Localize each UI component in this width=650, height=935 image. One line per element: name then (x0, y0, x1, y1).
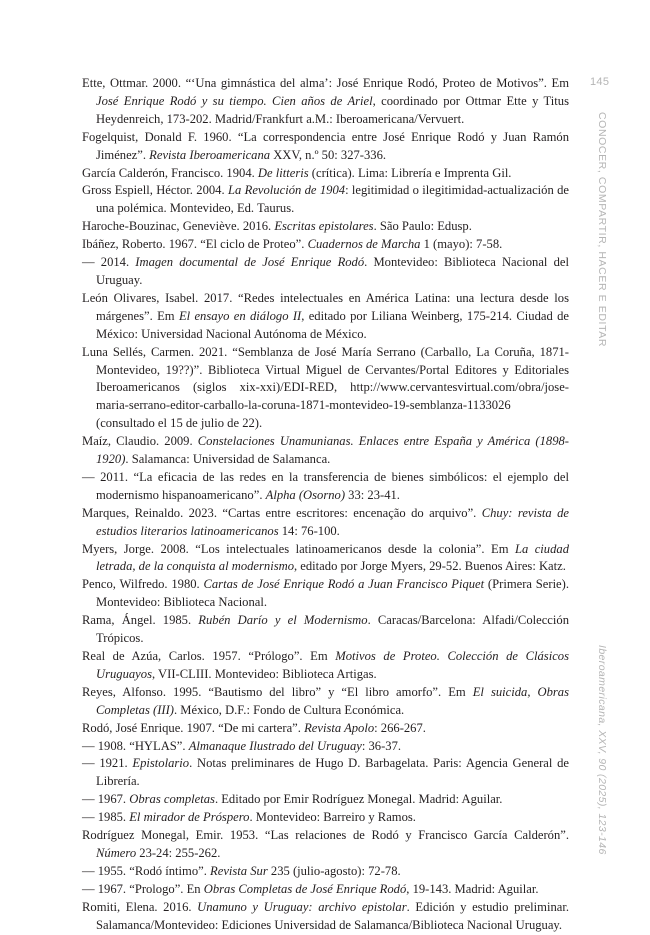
reference-entry (82, 505, 569, 541)
reference-title-italic: Revista Sur (210, 863, 268, 878)
reference-title-italic: El suicida, Obras Completas (III) (96, 684, 569, 717)
reference-text: — 1967. “Prologo”. En (82, 881, 204, 896)
reference-text: León Olivares, Isabel. 2017. “Redes intelectuales en América Latina: una lectura desde los márgenes”. Em (82, 290, 569, 323)
reference-text: . São Paulo: Edusp. (373, 219, 472, 234)
reference-title-italic: Cartas de José Enrique Rodó a Juan Francisco Piquet (203, 577, 485, 592)
reference-text: Romiti, Elena. 2016. (82, 899, 198, 914)
reference-entry (82, 809, 569, 827)
reference-title-italic: La Revolución de 1904 (227, 183, 346, 198)
reference-entry (82, 165, 569, 183)
reference-text: . Montevideo: Biblioteca Nacional del Uruguay. (96, 255, 569, 287)
reference-entry (82, 541, 569, 577)
reference-title-italic: El ensayo en diálogo II (178, 308, 302, 323)
reference-text: Real de Azúa, Carlos. 1957. “Prólogo”. Em (82, 649, 336, 663)
reference-text: — 1967. (82, 792, 130, 807)
reference-title-italic: La ciudad letrada, de la conquista al modernismo (96, 541, 569, 574)
reference-text: — 2014. (82, 255, 136, 270)
reference-entry (82, 863, 569, 881)
reference-title-italic: Alpha (Osorno) (265, 487, 346, 502)
reference-entry (82, 75, 569, 129)
reference-text: . Salamanca: Universidad de Salamanca. (125, 452, 331, 467)
reference-title-italic: Obras Completas de José Enrique Rodó (203, 881, 407, 896)
reference-text: (crítica). Lima: Librería e Imprenta Gil. (308, 165, 512, 180)
reference-title-italic: José Enrique Rodó y su tiempo. Cien años de Ariel (96, 93, 373, 108)
reference-text: . Caracas/Barcelona: Alfadi/Colección Trópicos. (96, 613, 569, 646)
reference-title-italic: Epistolario (132, 756, 190, 771)
reference-entry (82, 290, 569, 344)
reference-text: 14: 76-100. (278, 523, 340, 538)
reference-text: Ette, Ottmar. 2000. “‘Una gimnástica del alma’: José Enrique Rodó, Proteo de Motivos”. Em (82, 76, 569, 90)
reference-text: Penco, Wilfredo. 1980. (82, 577, 204, 592)
reference-text: Rama, Ángel. 1985. (82, 613, 199, 628)
reference-entry (82, 738, 569, 756)
reference-text: Maíz, Claudio. 2009. (82, 434, 198, 449)
reference-entry (82, 182, 569, 218)
reference-text: , editado por Jorge Myers, 29-52. Buenos Aires: Katz. (294, 559, 566, 574)
reference-text: Ibáñez, Roberto. 1967. “El ciclo de Proteo”. (82, 237, 308, 252)
reference-text: Luna Sellés, Carmen. 2021. “Semblanza de José María Serrano (Carballo, La Coruña, 1871-Montevideo, 19??)”. Biblioteca Virtual Miguel de Cervantes/Portal Editores y Editoriales Iberoamericanos (siglos xix-xxi)/EDI-RED, http://www.cervantesvirtual.com/obra/jose-maria-serrano-editor-carballo-la-coruna-1871-montevideo-19-semblanza-1133026 (consultado el 15 de julio de 22). (82, 344, 569, 431)
reference-entry (82, 881, 569, 899)
reference-text: Gross Espiell, Héctor. 2004. (82, 183, 228, 198)
reference-text: Reyes, Alfonso. 1995. “Bautismo del libro” y “El libro amorfo”. Em (82, 684, 473, 699)
reference-text: — 1985. (82, 810, 130, 825)
reference-text: (Primera Serie). Montevideo: Biblioteca Nacional. (96, 577, 569, 610)
reference-title-italic: Revista Iberoamericana (149, 147, 271, 162)
reference-text: 1 (mayo): 7-58. (420, 237, 503, 252)
reference-text: Myers, Jorge. 2008. “Los intelectuales latinoamericanos desde la colonia”. Em (82, 541, 515, 556)
reference-text: . México, D.F.: Fondo de Cultura Económica. (174, 702, 405, 717)
reference-title-italic: Cuadernos de Marcha (307, 237, 421, 252)
reference-title-italic: Chuy: revista de estudios literarios latinoamericanos (96, 505, 569, 538)
reference-entry (82, 576, 569, 612)
reference-text: — 1908. “HYLAS”. (82, 738, 189, 753)
reference-text: Fogelquist, Donald F. 1960. “La correspondencia entre José Enrique Rodó y Juan Ramón Jiménez”. (82, 129, 569, 162)
reference-title-italic: De litteris (257, 165, 309, 180)
reference-title-italic: Número (96, 845, 137, 860)
reference-entry (82, 791, 569, 809)
reference-text: XXV, n.º 50: 327-336. (270, 147, 387, 162)
reference-entry (82, 469, 569, 505)
reference-entry (82, 218, 569, 236)
reference-text: , editado por Liliana Weinberg, 175-214. Ciudad de México: Universidad Nacional Autónoma de México. (96, 308, 569, 341)
reference-entry (82, 129, 569, 165)
reference-title-italic: Escritas epistolares (274, 219, 374, 234)
reference-title-italic: Rubén Darío y el Modernismo (198, 613, 368, 628)
reference-text: 23-24: 255-262. (136, 845, 221, 860)
reference-text: , VII-CLIII. Montevideo: Biblioteca Artigas. (151, 666, 377, 681)
reference-text: : legitimidad o ilegitimidad-actualización de una polémica. Montevideo, Ed. Taurus. (96, 183, 569, 216)
reference-list (82, 75, 569, 935)
reference-entry (82, 254, 569, 290)
reference-title-italic: Imagen documental de José Enrique Rodó (135, 255, 365, 270)
reference-entry (82, 648, 569, 684)
reference-text: . Edición y estudio preliminar. Salamanca/Montevideo: Ediciones Universidad de Salamanca/Biblioteca Nacional Uruguay. (96, 899, 569, 932)
reference-text: : 266-267. (374, 720, 426, 735)
reference-entry (82, 827, 569, 863)
reference-entry (82, 720, 569, 738)
reference-entry (82, 612, 569, 648)
reference-entry (82, 755, 569, 791)
reference-text: . Editado por Emir Rodríguez Monegal. Madrid: Aguilar. (214, 792, 503, 807)
reference-title-italic: Revista Apolo (304, 720, 375, 735)
reference-text: — 2011. “La eficacia de las redes en la transferencia de bienes simbólicos: el ejemplo del modernismo hispanoamericano”. (82, 469, 569, 502)
reference-text: , 19-143. Madrid: Aguilar. (406, 881, 539, 896)
reference-title-italic: Unamuno y Uruguay: archivo epistolar (197, 899, 407, 914)
reference-text: : 36-37. (361, 738, 402, 753)
reference-entry (82, 899, 569, 935)
reference-text: Marques, Reinaldo. 2023. “Cartas entre escritores: encenação do arquivo”. (82, 505, 482, 520)
reference-title-italic: El mirador de Próspero (129, 810, 250, 825)
reference-entry (82, 684, 569, 720)
reference-text: García Calderón, Francisco. 1904. (82, 165, 258, 180)
page-number: 145 (590, 76, 610, 88)
reference-title-italic: Obras completas (129, 792, 215, 807)
reference-entry (82, 236, 569, 254)
journal-motto-vertical: CONOCER, COMPARTIR, HACER E EDITAR (596, 112, 608, 348)
reference-text: . Notas preliminares de Hugo D. Barbagelata. Paris: Agencia General de Librería. (96, 756, 569, 789)
reference-text: , coordinado por Ottmar Ette y Titus Heydenreich, 173-202. Madrid/Frankfurt a.M.: Iberoamericana/Vervuert. (96, 93, 570, 126)
reference-title-italic: Almanaque Ilustrado del Uruguay (188, 738, 362, 753)
reference-title-italic: Constelaciones Unamunianas. Enlaces entre España y América (1898-1920) (96, 434, 569, 467)
reference-title-italic: Motivos de Proteo. Colección de Clásicos Uruguayos (96, 649, 569, 681)
reference-text: — 1921. (82, 756, 133, 771)
reference-text: — 1955. “Rodó íntimo”. (82, 863, 211, 878)
reference-text: Rodríguez Monegal, Emir. 1953. “Las relaciones de Rodó y Francisco García Calderón”. (82, 828, 569, 843)
reference-text: 33: 23-41. (345, 487, 400, 502)
reference-entry (82, 433, 569, 469)
journal-citation-vertical: Iberoamericana, XXV, 90 (2025), 123-146 (596, 645, 608, 855)
reference-text: Haroche-Bouzinac, Geneviève. 2016. (82, 219, 275, 234)
reference-text: Rodó, José Enrique. 1907. “De mi cartera”. (82, 720, 305, 735)
reference-text: 235 (julio-agosto): 72-78. (267, 863, 401, 878)
reference-entry (82, 344, 569, 434)
reference-text: . Montevideo: Barreiro y Ramos. (249, 810, 416, 825)
